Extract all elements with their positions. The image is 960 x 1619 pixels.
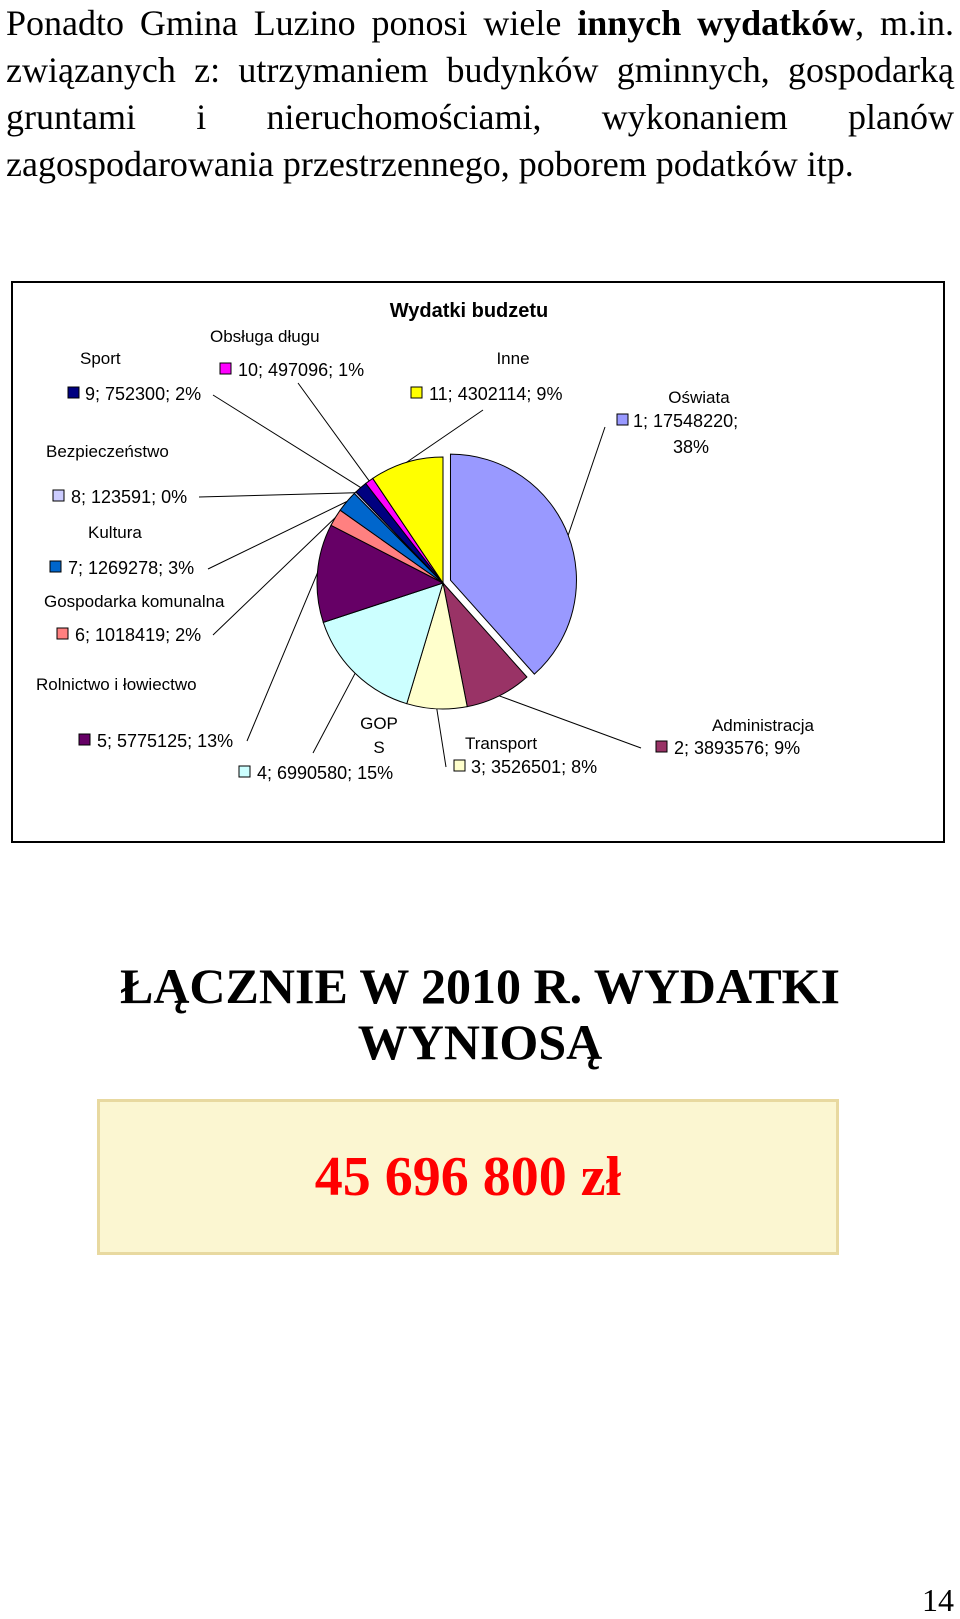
data-label-oswiata: 38% <box>672 437 710 457</box>
pie-slices <box>317 454 576 709</box>
legend-swatch-kultura <box>50 561 61 572</box>
label-name-obsluga-dlugu: Obsługa długu <box>210 327 320 346</box>
data-label-kultura: 7; 1269278; 3% <box>68 558 195 578</box>
data-label-rolnictwo-i-lowiectwo: 5; 5775125; 13% <box>97 731 234 751</box>
label-name-kultura: Kultura <box>88 523 142 542</box>
legend-swatch-administracja <box>656 741 667 752</box>
label-name-oswiata: Oświata <box>668 388 730 407</box>
intro-bold-text: innych wydatków <box>577 3 856 43</box>
label-name-gospodarka-komunalna: Gospodarka komunalna <box>44 592 225 611</box>
leader-line-gops <box>313 673 355 753</box>
total-value: 45 696 800 zł <box>314 1146 622 1208</box>
data-label-administracja: 2; 3893576; 9% <box>674 738 801 758</box>
leader-line-rolnictwo-i-lowiectwo <box>247 573 317 741</box>
legend-swatch-rolnictwo-i-lowiectwo <box>79 734 90 745</box>
total-box <box>97 1099 839 1255</box>
leader-line-transport <box>437 709 446 767</box>
intro-paragraph <box>6 0 954 188</box>
data-label-bezpieczenstwo: 8; 123591; 0% <box>71 487 188 507</box>
label-name-gops: S <box>373 738 385 757</box>
summary-line-2: WYNIOSĄ <box>357 1014 603 1070</box>
pie-chart-frame <box>11 281 945 843</box>
data-label-obsluga-dlugu: 10; 497096; 1% <box>238 360 365 380</box>
legend-swatch-obsluga-dlugu <box>220 363 231 374</box>
leader-line-oswiata <box>568 427 605 535</box>
intro-text-2: , m.in. związanych z: utrzymaniem budynków gminnych, gospodarką gruntami i nieruchomościami, wykonaniem planów zagospodarowania przestrzennego, poborem podatków itp. <box>6 3 954 184</box>
legend-swatch-inne <box>411 387 422 398</box>
summary-heading <box>0 958 960 1070</box>
leader-line-obsluga-dlugu <box>298 383 369 481</box>
label-name-inne: Inne <box>496 349 530 368</box>
leader-line-bezpieczenstwo <box>199 493 355 497</box>
label-name-transport: Transport <box>464 734 538 753</box>
page-number: 14 <box>922 1582 954 1618</box>
leader-line-sport <box>213 395 361 488</box>
label-name-sport: Sport <box>80 349 121 368</box>
legend-swatch-gops <box>239 766 250 777</box>
legend-swatch-oswiata <box>617 414 628 425</box>
data-label-transport: 3; 3526501; 8% <box>471 757 598 777</box>
summary-line-1: ŁĄCZNIE W 2010 R. WYDATKI <box>119 958 841 1014</box>
label-name-bezpieczenstwo: Bezpieczeństwo <box>46 442 169 461</box>
leader-line-inne <box>406 410 483 463</box>
legend-swatch-sport <box>68 387 79 398</box>
data-label-gospodarka-komunalna: 6; 1018419; 2% <box>75 625 202 645</box>
legend-swatch-bezpieczenstwo <box>53 490 64 501</box>
legend-swatch-gospodarka-komunalna <box>57 628 68 639</box>
label-name-gops: GOP <box>360 714 398 733</box>
label-name-rolnictwo-i-lowiectwo: Rolnictwo i łowiectwo <box>36 675 197 694</box>
data-label-gops: 4; 6990580; 15% <box>257 763 394 783</box>
legend-swatch-transport <box>454 760 465 771</box>
data-label-oswiata: 1; 17548220; <box>633 411 739 431</box>
label-name-administracja: Administracja <box>711 716 815 735</box>
intro-text-1: Ponadto Gmina Luzino ponosi wiele <box>6 3 578 43</box>
pie-chart <box>13 283 943 841</box>
chart-title: Wydatki budzetu <box>389 300 549 322</box>
data-label-sport: 9; 752300; 2% <box>85 384 202 404</box>
data-label-inne: 11; 4302114; 9% <box>429 384 563 404</box>
